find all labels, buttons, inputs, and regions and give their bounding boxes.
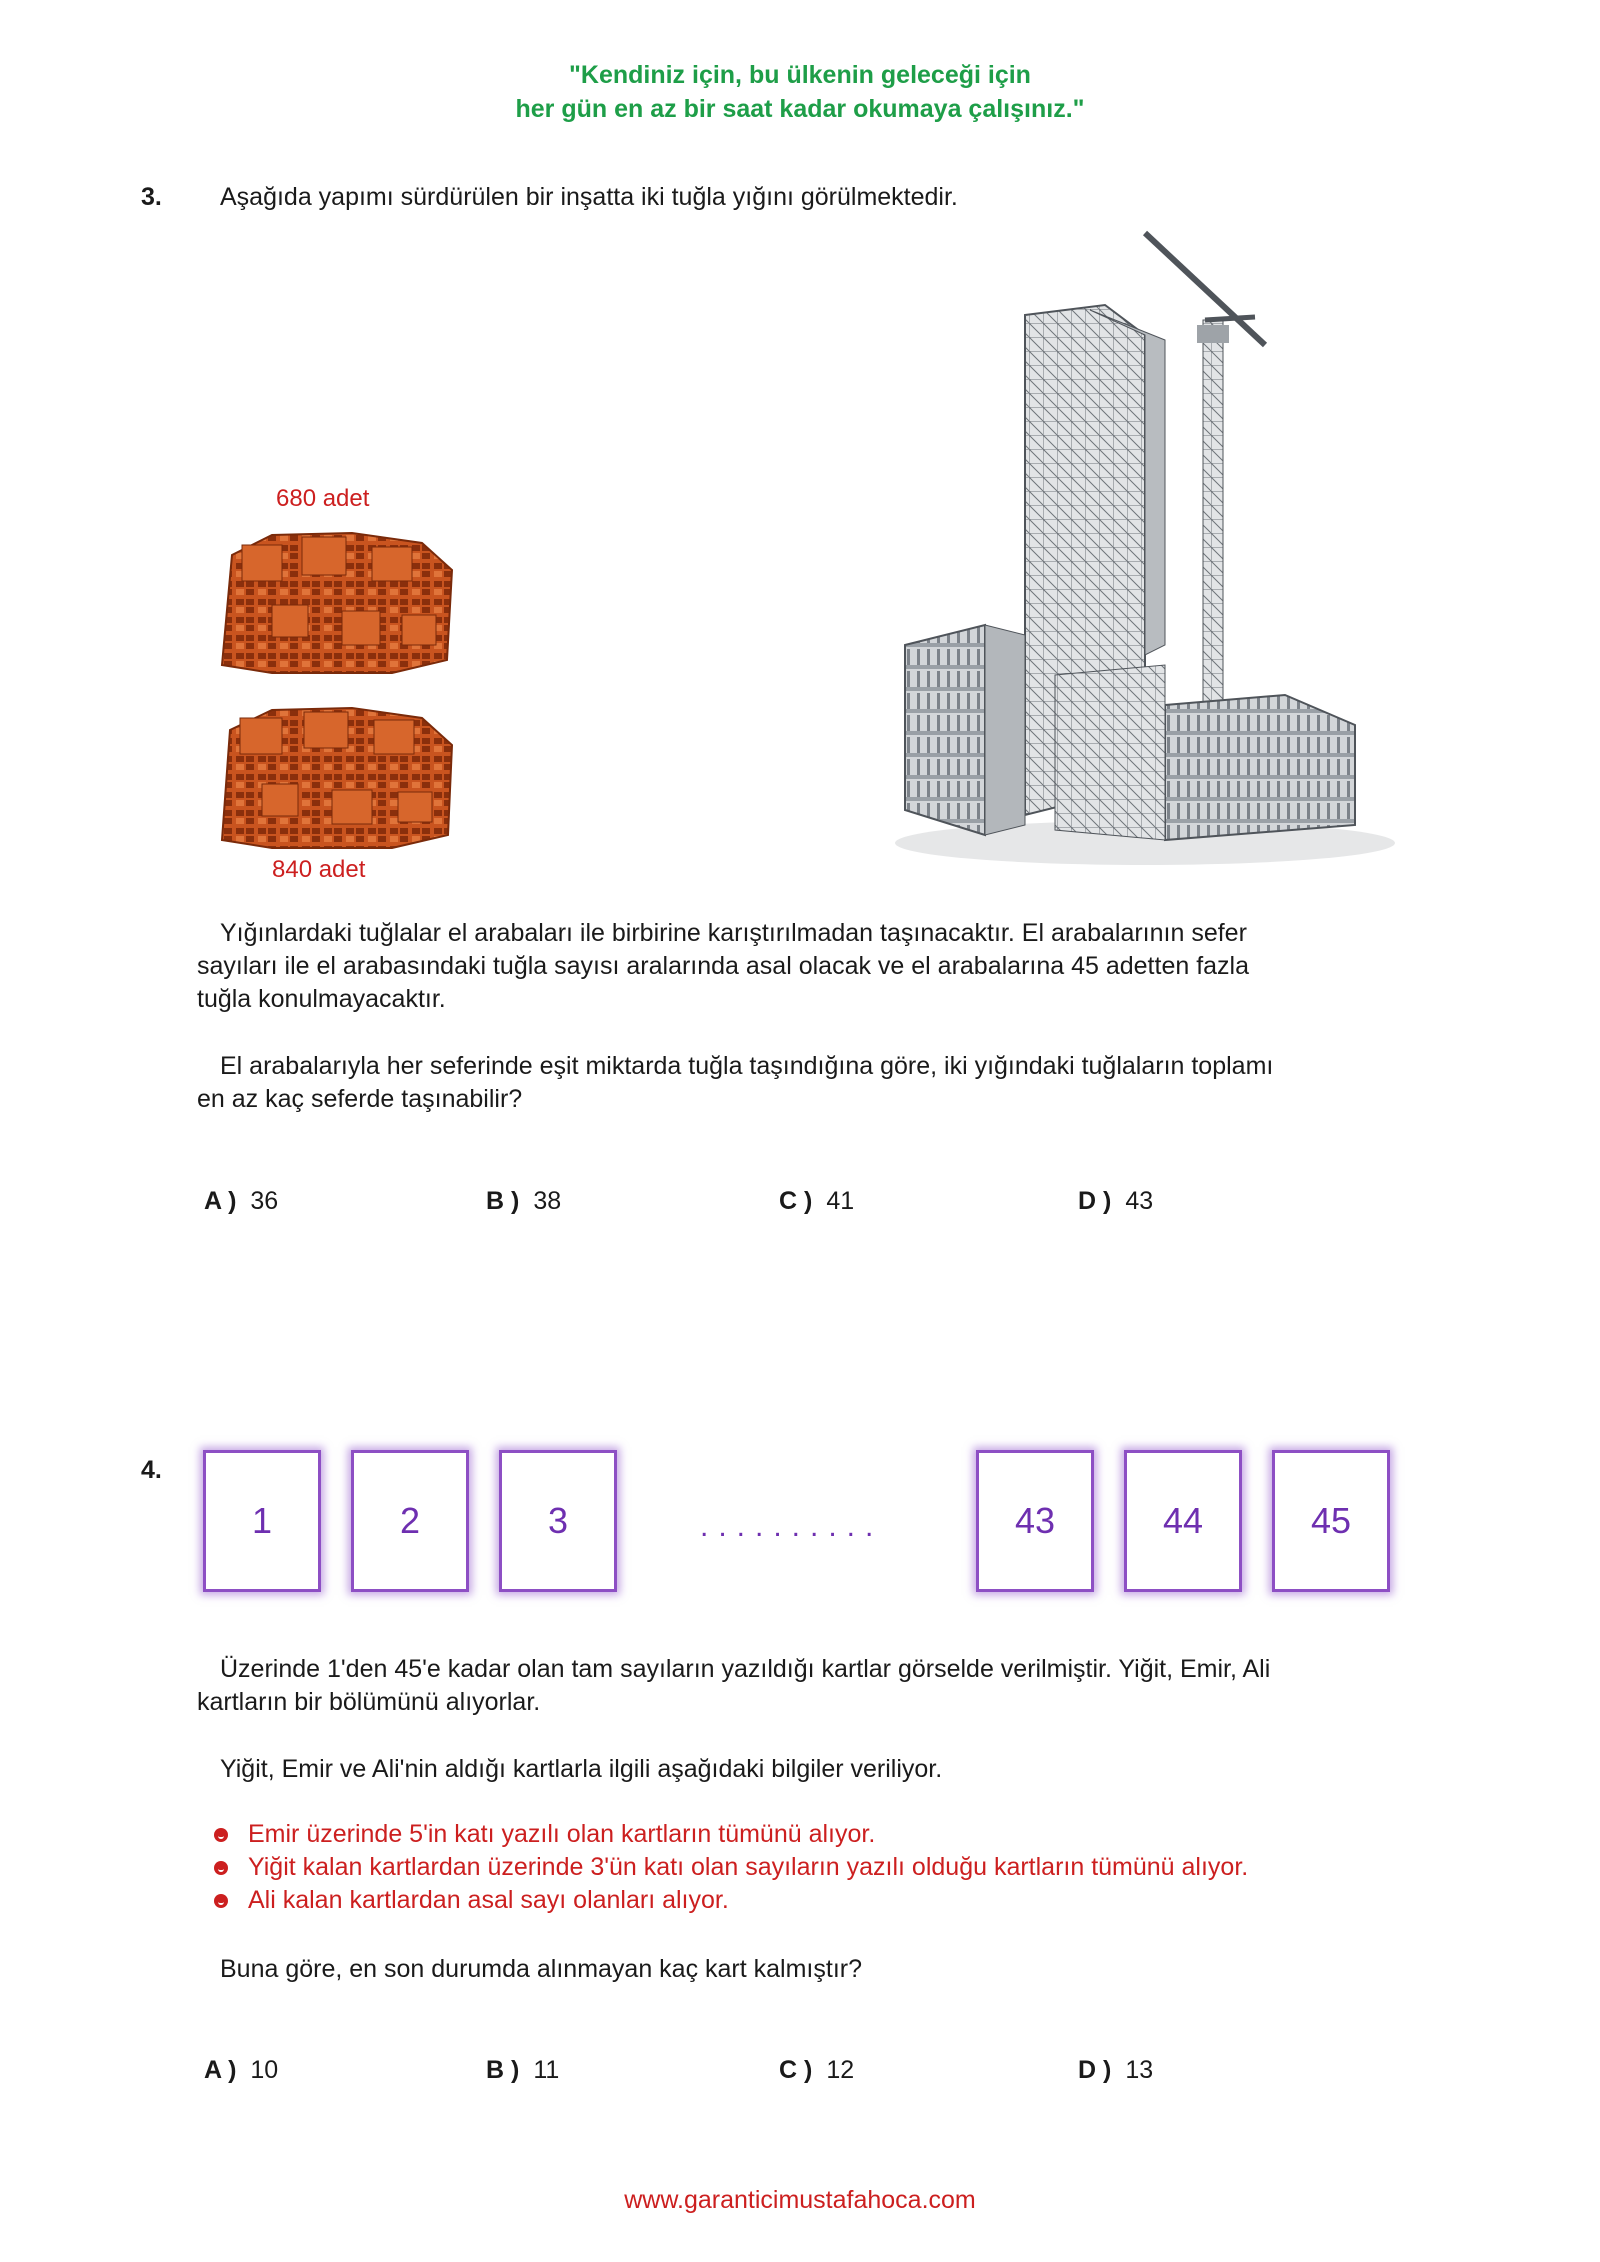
brick-pile-2-image: [212, 700, 462, 850]
q4-option-c[interactable]: [779, 2056, 854, 2085]
q3-option-b-value: 38: [533, 1187, 562, 1215]
q3-para2-line1: El arabalarıyla her seferinde eşit miktarda tuğla taşındığına göre, iki yığındaki tuğlaların toplamı: [220, 1052, 1274, 1080]
q3-option-c-value: 41: [826, 1187, 855, 1215]
q3-option-a[interactable]: [204, 1187, 278, 1216]
pile-2-label: 840 adet: [272, 856, 366, 883]
question-3-number: 3.: [141, 183, 162, 211]
smiley-bullet-icon: [214, 1894, 228, 1908]
number-card: 2: [351, 1450, 469, 1592]
q4-rule-2-text: Yiğit kalan kartlardan üzerinde 3'ün katı olan sayıların yazılı olduğu kartların tümünü alıyor.: [248, 1853, 1249, 1881]
header-line-1: "Kendiniz için, bu ülkenin geleceği için: [569, 61, 1031, 89]
q3-option-d-letter: D ): [1078, 1187, 1112, 1215]
q4-option-a-letter: A ): [204, 2056, 237, 2084]
q3-para2-line2: en az kaç seferde taşınabilir?: [197, 1085, 523, 1113]
number-card: 3: [499, 1450, 617, 1592]
q4-option-b[interactable]: [486, 2056, 559, 2085]
q3-option-d[interactable]: [1078, 1187, 1153, 1216]
header-line-2: her gün en az bir saat kadar okumaya çalışınız.": [515, 95, 1085, 123]
question-3-intro: Aşağıda yapımı sürdürülen bir inşatta iki tuğla yığını görülmektedir.: [220, 183, 958, 211]
q4-option-d-letter: D ): [1078, 2056, 1112, 2084]
q4-rule-2: [214, 1853, 1248, 1882]
q3-option-a-value: 36: [250, 1187, 279, 1215]
footer-website-link[interactable]: www.garanticimustafahoca.com: [624, 2186, 976, 2214]
q4-option-b-letter: B ): [486, 2056, 520, 2084]
q4-para1-line2: kartların bir bölümünü alıyorlar.: [197, 1688, 541, 1716]
q4-rule-3-text: Ali kalan kartlardan asal sayı olanları alıyor.: [248, 1886, 729, 1914]
q3-option-c-letter: C ): [779, 1187, 813, 1215]
header-quote: [0, 58, 1600, 126]
q4-option-d[interactable]: [1078, 2056, 1153, 2085]
q3-option-d-value: 43: [1125, 1187, 1154, 1215]
construction-building-image: [875, 225, 1395, 875]
q4-option-d-value: 13: [1125, 2056, 1154, 2084]
q4-option-a[interactable]: [204, 2056, 278, 2085]
q4-option-c-letter: C ): [779, 2056, 813, 2084]
q3-para1-line3: tuğla konulmayacaktır.: [197, 985, 446, 1013]
q3-para1-line2: sayıları ile el arabasındaki tuğla sayısı aralarında asal olacak ve el arabalarına 45 adetten fazla: [197, 952, 1250, 980]
q4-rule-1-text: Emir üzerinde 5'in katı yazılı olan kartların tümünü alıyor.: [248, 1820, 876, 1848]
number-card: 43: [976, 1450, 1094, 1592]
q4-option-c-value: 12: [826, 2056, 855, 2084]
number-card: 1: [203, 1450, 321, 1592]
q3-option-b-letter: B ): [486, 1187, 520, 1215]
q4-para1-line1: Üzerinde 1'den 45'e kadar olan tam sayıların yazıldığı kartlar görselde verilmiştir. Yiğit, Emir, Ali: [220, 1655, 1271, 1683]
q4-question: Buna göre, en son durumda alınmayan kaç kart kalmıştır?: [220, 1955, 862, 1983]
number-card: 45: [1272, 1450, 1390, 1592]
q4-option-b-value: 11: [533, 2056, 560, 2084]
q4-rule-3: [214, 1886, 729, 1915]
pile-1-label: 680 adet: [276, 485, 370, 512]
q3-option-c[interactable]: [779, 1187, 854, 1216]
smiley-bullet-icon: [214, 1861, 228, 1875]
q4-para2: Yiğit, Emir ve Ali'nin aldığı kartlarla ilgili aşağıdaki bilgiler veriliyor.: [220, 1755, 943, 1783]
q3-para1-line1: Yığınlardaki tuğlalar el arabaları ile birbirine karıştırılmadan taşınacaktır. El arabalarının sefer: [220, 919, 1247, 947]
q4-rule-1: [214, 1820, 875, 1849]
q4-option-a-value: 10: [250, 2056, 279, 2084]
number-card: 44: [1124, 1450, 1242, 1592]
q3-option-b[interactable]: [486, 1187, 561, 1216]
q3-option-a-letter: A ): [204, 1187, 237, 1215]
cards-ellipsis: ..........: [700, 1510, 884, 1543]
brick-pile-1-image: [212, 525, 462, 675]
question-4-number: 4.: [141, 1456, 162, 1484]
smiley-bullet-icon: [214, 1828, 228, 1842]
